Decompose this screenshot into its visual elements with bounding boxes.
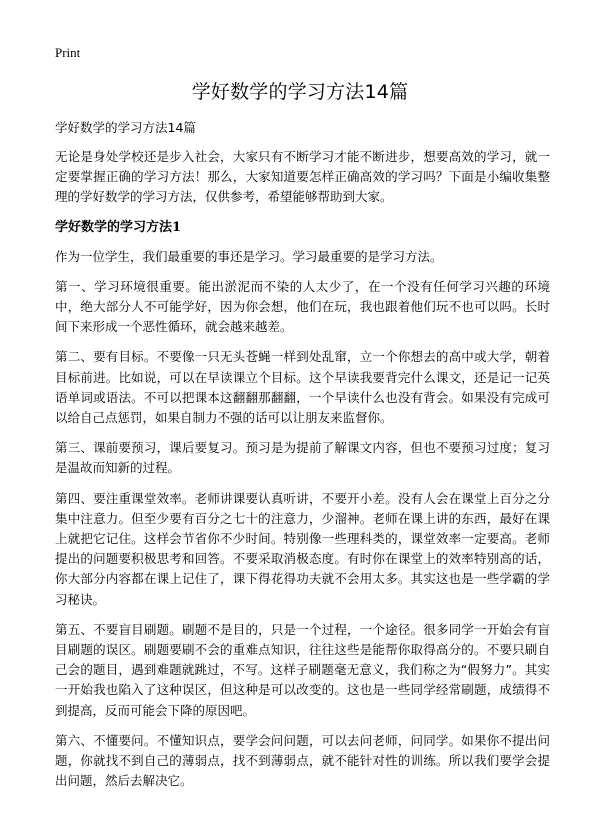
print-link[interactable]: Print [55, 45, 81, 60]
document-title: 学好数学的学习方法14篇 [191, 81, 409, 103]
body-paragraph: 第五、不要盲目刷题。刷题不是目的，只是一个过程，一个途径。很多同学一开始会有盲目刷题的误区。刷题要刷不会的重难点知识，往往这些是能帮你取得高分的。不要只刷自己会的题目，遇到难题就跳过，不写。这样子刷题毫无意义，我们称之为“假努力”。其实一开始我也陷入了这种误区，但这种是可以改变的。这也是一些同学经常刷题，成绩得不到提高，反而可能会下降的原因吧。 [55, 621, 550, 718]
body-paragraph: 第三、课前要预习，课后要复习。预习是为提前了解课文内容，但也不要预习过度；复习是温故而知新的过程。 [55, 440, 550, 476]
document-subtitle: 学好数学的学习方法14篇 [55, 120, 196, 135]
section-heading: 学好数学的学习方法1 [55, 219, 182, 235]
document-body [55, 118, 550, 801]
body-paragraph: 作为一位学生，我们最重要的事还是学习。学习最重要的是学习方法。 [55, 248, 443, 264]
body-paragraph: 第四、要注重课堂效率。老师讲课要认真听讲，不要开小差。没有人会在课堂上百分之分集中注意力。但至少要有百分之七十的注意力，少溜神。老师在课上讲的东西，最好在课上就把它记住。这样会节省你不少时间。特别像一些理科类的，课堂效率一定要高。老师提出的问题要积极思考和回答。不要采取消极态度。有时你在课堂上的效率特别高的话，你大部分内容都在课上记住了，课下得花得功夫就不会用太多。其实这也是一些学霸的学习秘诀。 [55, 490, 550, 607]
body-paragraph: 第六、不懂要问。不懂知识点，要学会问问题，可以去问老师，问同学。如果你不提出问题，你就找不到自己的薄弱点，找不到薄弱点，就不能针对性的训练。所以我们要学会提出问题，然后去解决它。 [55, 732, 550, 789]
body-paragraph: 第二、要有目标。不要像一只无头苍蝇一样到处乱窜，立一个你想去的高中或大学，朝着目标前进。比如说，可以在早读课立个目标。这个早读我要背完什么课文，还是记一记英语单词或语法。不可以把课本这翻翻那翻翻，一个早读什么也没有背会。如果没有完成可以给自己点惩罚，如果自制力不强的话可以让朋友来监督你。 [55, 349, 550, 426]
intro-paragraph: 无论是身处学校还是步入社会，大家只有不断学习才能不断进步，想要高效的学习，就一定要掌握正确的学习方法！那么，大家知道要怎样正确高效的学习吗？下面是小编收集整理的学好数学的学习方法，仅供参考，希望能够帮助到大家。 [55, 149, 550, 205]
body-paragraph: 第一、学习环境很重要。能出淤泥而不染的人太少了，在一个没有任何学习兴趣的环境中，绝大部分人不可能学好，因为你会想，他们在玩，我也跟着他们玩不也可以吗。长时间下来形成一个恶性循环，就会越来越差。 [55, 278, 550, 335]
